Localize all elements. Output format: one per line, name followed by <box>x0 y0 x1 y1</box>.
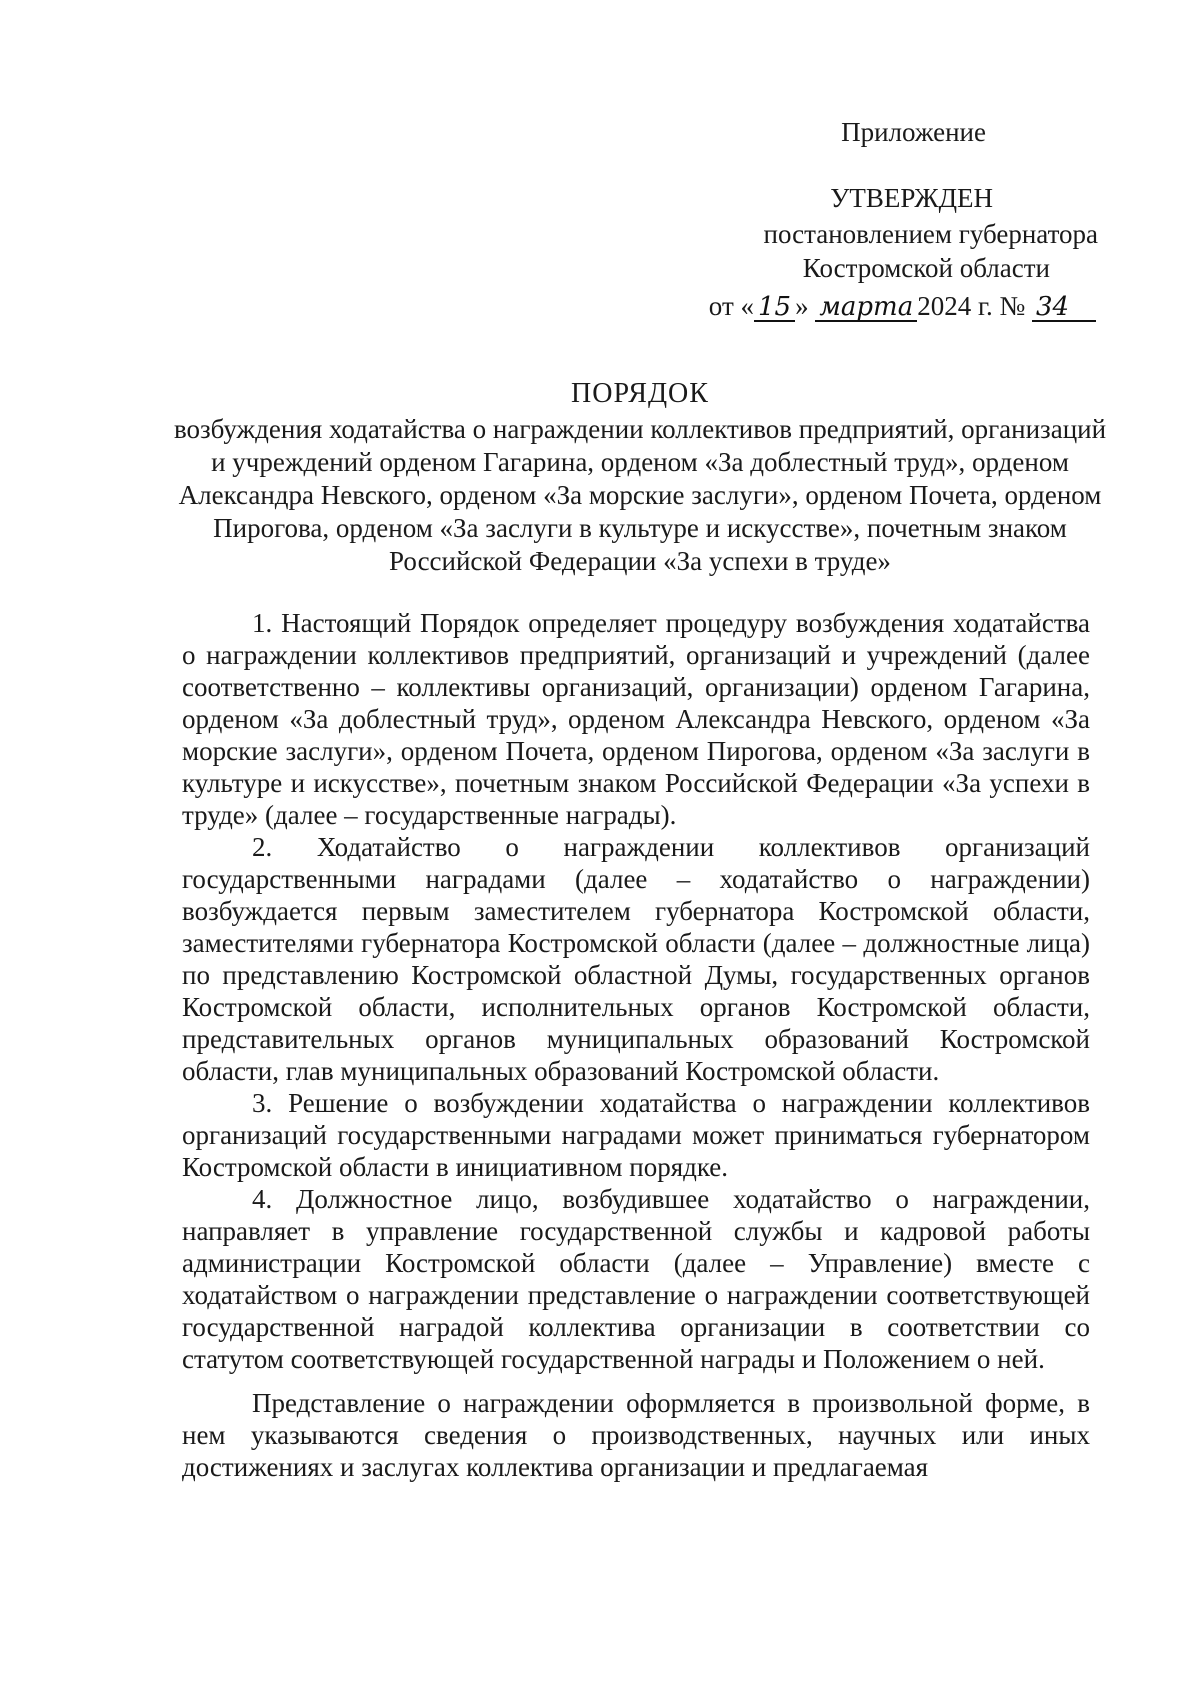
document-body <box>182 607 1090 1483</box>
approved-by: постановлением губернатора <box>763 219 1098 249</box>
date-line <box>709 290 1096 323</box>
paragraph-5: Представление о награждении оформляется в произвольной форме, в нем указываются сведения о производственных, научных или иных достижениях и заслугах коллектива организации и предлагаемая <box>182 1388 1090 1482</box>
handwritten-day: 15 <box>754 294 795 322</box>
document-title: ПОРЯДОК <box>571 378 709 409</box>
paragraph-1: 1. Настоящий Порядок определяет процедуру возбуждения ходатайства о награждении коллективов предприятий, организаций и учреждений (далее соответственно – коллективы организаций, организации) орденом Гагарина, орденом «За доблестный труд», орденом Александра Невского, орденом «За морские заслуги», орденом Почета, орденом Пирогова, орденом «За заслуги в культуре и искусстве», почетным знаком Российской Федерации «За успехи в труде» (далее – государственные награды). <box>182 608 1090 830</box>
date-prefix: от « <box>708 291 754 321</box>
approved-region: Костромской области <box>802 253 1050 283</box>
approved-label: УТВЕРЖДЕН <box>830 183 993 213</box>
handwritten-month: марта <box>815 294 917 322</box>
paragraph-3: 3. Решение о возбуждении ходатайства о награждении коллективов организаций государственными наградами может приниматься губернатором Костромской области в инициативном порядке. <box>182 1088 1090 1182</box>
paragraph-2: 2. Ходатайство о награждении коллективов организаций государственными наградами (далее – ходатайство о награждении) возбуждается первым заместителем губернатора Костромской области, заместителями губернатора Костромской области (далее – должностные лица) по представлению Костромской областной Думы, государственных органов Костромской области, исполнительных органов Костромской области, представительных органов муниципальных образований Костромской области, глав муниципальных образований Костромской области. <box>182 832 1090 1086</box>
date-mid: » <box>795 291 809 321</box>
handwritten-number: 34 <box>1032 294 1096 322</box>
date-year: 2024 г. № <box>917 291 1026 321</box>
paragraph-4: 4. Должностное лицо, возбудившее ходатайство о награждении, направляет в управление государственной службы и кадровой работы администрации Костромской области (далее – Управление) вместе с ходатайством о награждении представление о награждении соответствующей государственной наградой коллектива организации в соответствии со статутом соответствующей государственной награды и Положением о ней. <box>182 1184 1090 1374</box>
document-subtitle: возбуждения ходатайства о награждении коллективов предприятий, организаций и учреждений орденом Гагарина, орденом «За доблестный труд», орденом Александра Невского, орденом «За морские заслуги», орденом Почета, орденом Пирогова, орденом «За заслуги в культуре и искусстве», почетным знаком Российской Федерации «За успехи в труде» <box>173 414 1107 576</box>
appendix-label: Приложение <box>841 117 986 147</box>
